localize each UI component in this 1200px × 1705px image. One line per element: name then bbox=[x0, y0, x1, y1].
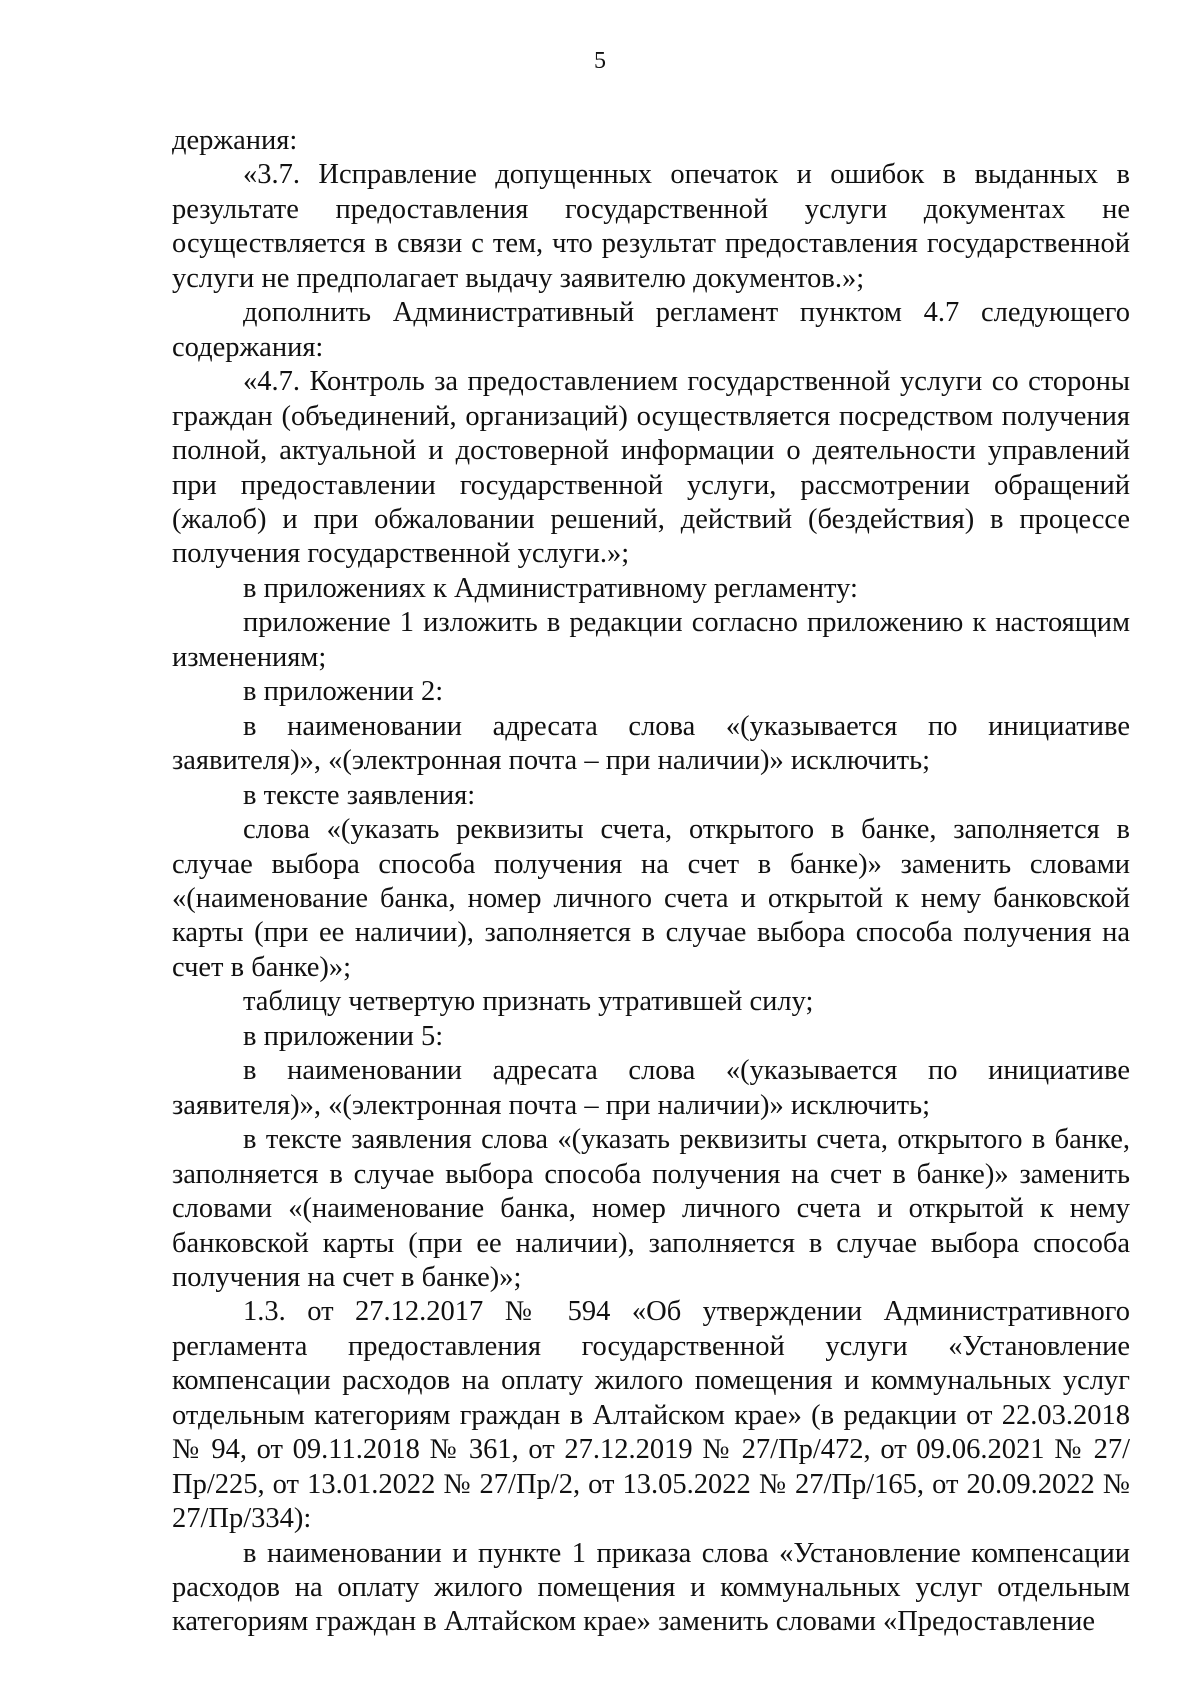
paragraph: слова «(указать реквизиты счета, открытого в банке, заполняется в случае выбора способа получения на счет в банке)» заменить словами «(наименование банка, номер личного счета и открытой к нему банковской карты (при ее наличии), заполняется в случае выбора способа получения на счет в банке)»; bbox=[172, 814, 1130, 983]
page-number: 5 bbox=[594, 48, 606, 74]
paragraph: «4.7. Контроль за предоставлением государственной услуги со стороны граждан (объединений, организаций) осуществляется посредством получения полной, актуальной и достоверной информации о деятельности управлений при предоставлении государственной услуги, рассмотрении обращений (жалоб) и при обжаловании решений, действий (бездействия) в процессе получения государственной услуги.»; bbox=[172, 366, 1130, 570]
paragraph: таблицу четвертую признать утратившей силу; bbox=[243, 986, 814, 1018]
paragraph: в приложении 5: bbox=[243, 1020, 444, 1052]
paragraph: в наименовании и пункте 1 приказа слова «Установление компенсации расходов на оплату жилого помещения и коммунальных услуг отдельным категориям граждан в Алтайском крае» заменить словами «Предоставление bbox=[172, 1537, 1130, 1638]
paragraph: 1.3. от 27.12.2017 № 594 «Об утверждении Административного регламента предоставления государственной услуги «Установление компенсации расходов на оплату жилого помещения и коммунальных услуг отдельным категориям граждан в Алтайском крае» (в редакции от 22.03.2018 № 94, от 09.11.2018 № 361, от 27.12.2019 № 27/Пр/472, от 09.06.2021 № 27/Пр/225, от 13.01.2022 № 27/Пр/2, от 13.05.2022 № 27/Пр/165, от 20.09.2022 № 27/Пр/334): bbox=[172, 1296, 1130, 1535]
paragraph: приложение 1 изложить в редакции согласно приложению к настоящим изменениям; bbox=[172, 607, 1130, 673]
paragraph: дополнить Административный регламент пунктом 4.7 следующего содержания: bbox=[172, 297, 1130, 363]
paragraph: держания: bbox=[172, 125, 298, 156]
paragraph: в тексте заявления: bbox=[243, 779, 476, 811]
document-body bbox=[172, 124, 1130, 1640]
paragraph: в наименовании адресата слова «(указывается по инициативе заявителя)», «(электронная почта – при наличии)» исключить; bbox=[172, 710, 1130, 777]
paragraph: в тексте заявления слова «(указать реквизиты счета, открытого в банке, заполняется в случае выбора способа получения на счет в банке)» заменить словами «(наименование банка, номер личного счета и открытой к нему банковской карты (при ее наличии), заполняется в случае выбора способа получения на счет в банке)»; bbox=[172, 1124, 1130, 1293]
paragraph: в приложениях к Административному регламенту: bbox=[243, 572, 858, 604]
paragraph: в наименовании адресата слова «(указывается по инициативе заявителя)», «(электронная почта – при наличии)» исключить; bbox=[172, 1055, 1130, 1121]
paragraph: «3.7. Исправление допущенных опечаток и ошибок в выданных в результате предоставления государственной услуги документах не осуществляется в связи с тем, что результат предоставления государственной услуги не предполагает выдачу заявителю документов.»; bbox=[172, 159, 1130, 294]
paragraph: в приложении 2: bbox=[243, 676, 444, 708]
